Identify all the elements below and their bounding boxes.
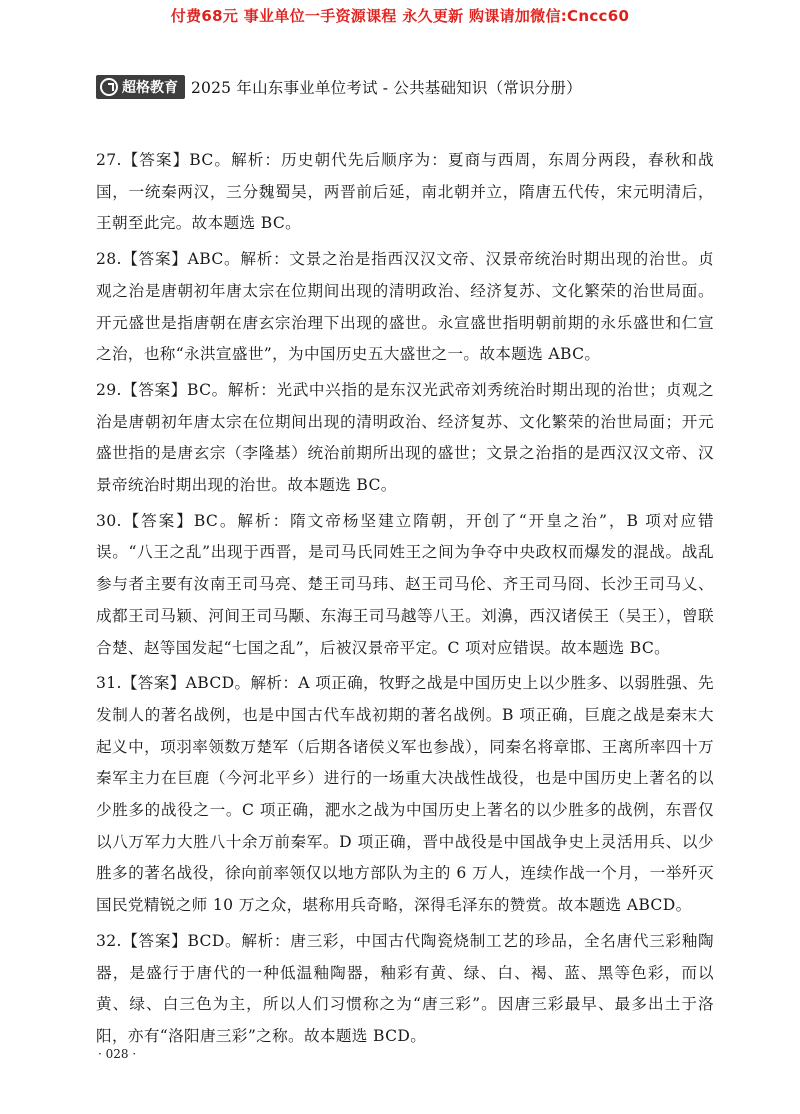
watermark-banner: 付费68元 事业单位一手资源课程 永久更新 购课请加微信:Cncc60 — [170, 7, 630, 25]
answer-paragraph-31: 31.【答案】ABCD。解析：A 项正确，牧野之战是中国历史上以少胜多、以弱胜强、先发制人的著名战例，也是中国古代车战初期的著名战例。B 项正确，巨鹿之战是秦末大起义中，项羽率领数万楚军（后期各诸侯义军也参战），同秦名将章邯、王离所率四十万秦军主力在巨鹿（今河北平乡）进行的一场重大决战性战役，也是中国历史上著名的以少胜多的战役之一。C 项正确，淝水之战为中国历史上著名的以少胜多的战例，东晋仅以八万军力大胜八十余万前秦军。D 项正确，晋中战役是中国战争史上灵活用兵、以少胜多的著名战役，徐向前率领仅以地方部队为主的 6 万人，连续作战一个月，一举歼灭国民党精锐之师 10 万之众，堪称用兵奇略，深得毛泽东的赞赏。故本题选 ABCD。 — [96, 674, 714, 915]
header-title: 2025 年山东事业单位考试 - 公共基础知识（常识分册） — [191, 79, 582, 97]
page-header — [96, 72, 582, 102]
brand-logo — [96, 75, 185, 99]
answer-explanations — [96, 145, 714, 1057]
answer-paragraph-30: 30.【答案】BC。解析：隋文帝杨坚建立隋朝，开创了“开皇之治”，B 项对应错误。“八王之乱”出现于西晋，是司马氏同姓王之间为争夺中央政权而爆发的混战。战乱参与者主要有汝南王司马亮、楚王司马玮、赵王司马伦、齐王司马冏、长沙王司马乂、成都王司马颖、河间王司马颙、东海王司马越等八王。刘濞，西汉诸侯王（吴王），曾联合楚、赵等国发起“七国之乱”，后被汉景帝平定。C 项对应错误。故本题选 BC。 — [96, 511, 714, 657]
answer-paragraph-28: 28.【答案】ABC。解析：文景之治是指西汉汉文帝、汉景帝统治时期出现的治世。贞观之治是唐朝初年唐太宗在位期间出现的清明政治、经济复苏、文化繁荣的治世局面。开元盛世是指唐朝在唐玄宗治理下出现的盛世。永宣盛世指明朝前期的永乐盛世和仁宣之治，也称“永洪宣盛世”，为中国历史五大盛世之一。故本题选 ABC。 — [96, 250, 714, 364]
logo-icon — [100, 78, 118, 96]
answer-paragraph-29: 29.【答案】BC。解析：光武中兴指的是东汉光武帝刘秀统治时期出现的治世；贞观之治是唐朝初年唐太宗在位期间出现的清明政治、经济复苏、文化繁荣的治世局面；开元盛世指的是唐玄宗（李隆基）统治前期所出现的盛世；文景之治指的是西汉汉文帝、汉景帝统治时期出现的治世。故本题选 BC。 — [96, 380, 714, 495]
answer-paragraph-32: 32.【答案】BCD。解析：唐三彩，中国古代陶瓷烧制工艺的珍品，全名唐代三彩釉陶器，是盛行于唐代的一种低温釉陶器，釉彩有黄、绿、白、褐、蓝、黑等色彩，而以黄、绿、白三色为主，所以人们习惯称之为“唐三彩”。因唐三彩最早、最多出土于洛阳，亦有“洛阳唐三彩”之称。故本题选 BCD。 — [96, 931, 714, 1045]
answer-paragraph-27: 27.【答案】BC。解析：历史朝代先后顺序为：夏商与西周，东周分两段，春秋和战国，一统秦两汉，三分魏蜀吴，两晋前后延，南北朝并立，隋唐五代传，宋元明清后，王朝至此完。故本题选 BC。 — [96, 151, 714, 233]
logo-text: 超格教育 — [122, 80, 178, 96]
page-number: · 028 · — [98, 1047, 137, 1061]
